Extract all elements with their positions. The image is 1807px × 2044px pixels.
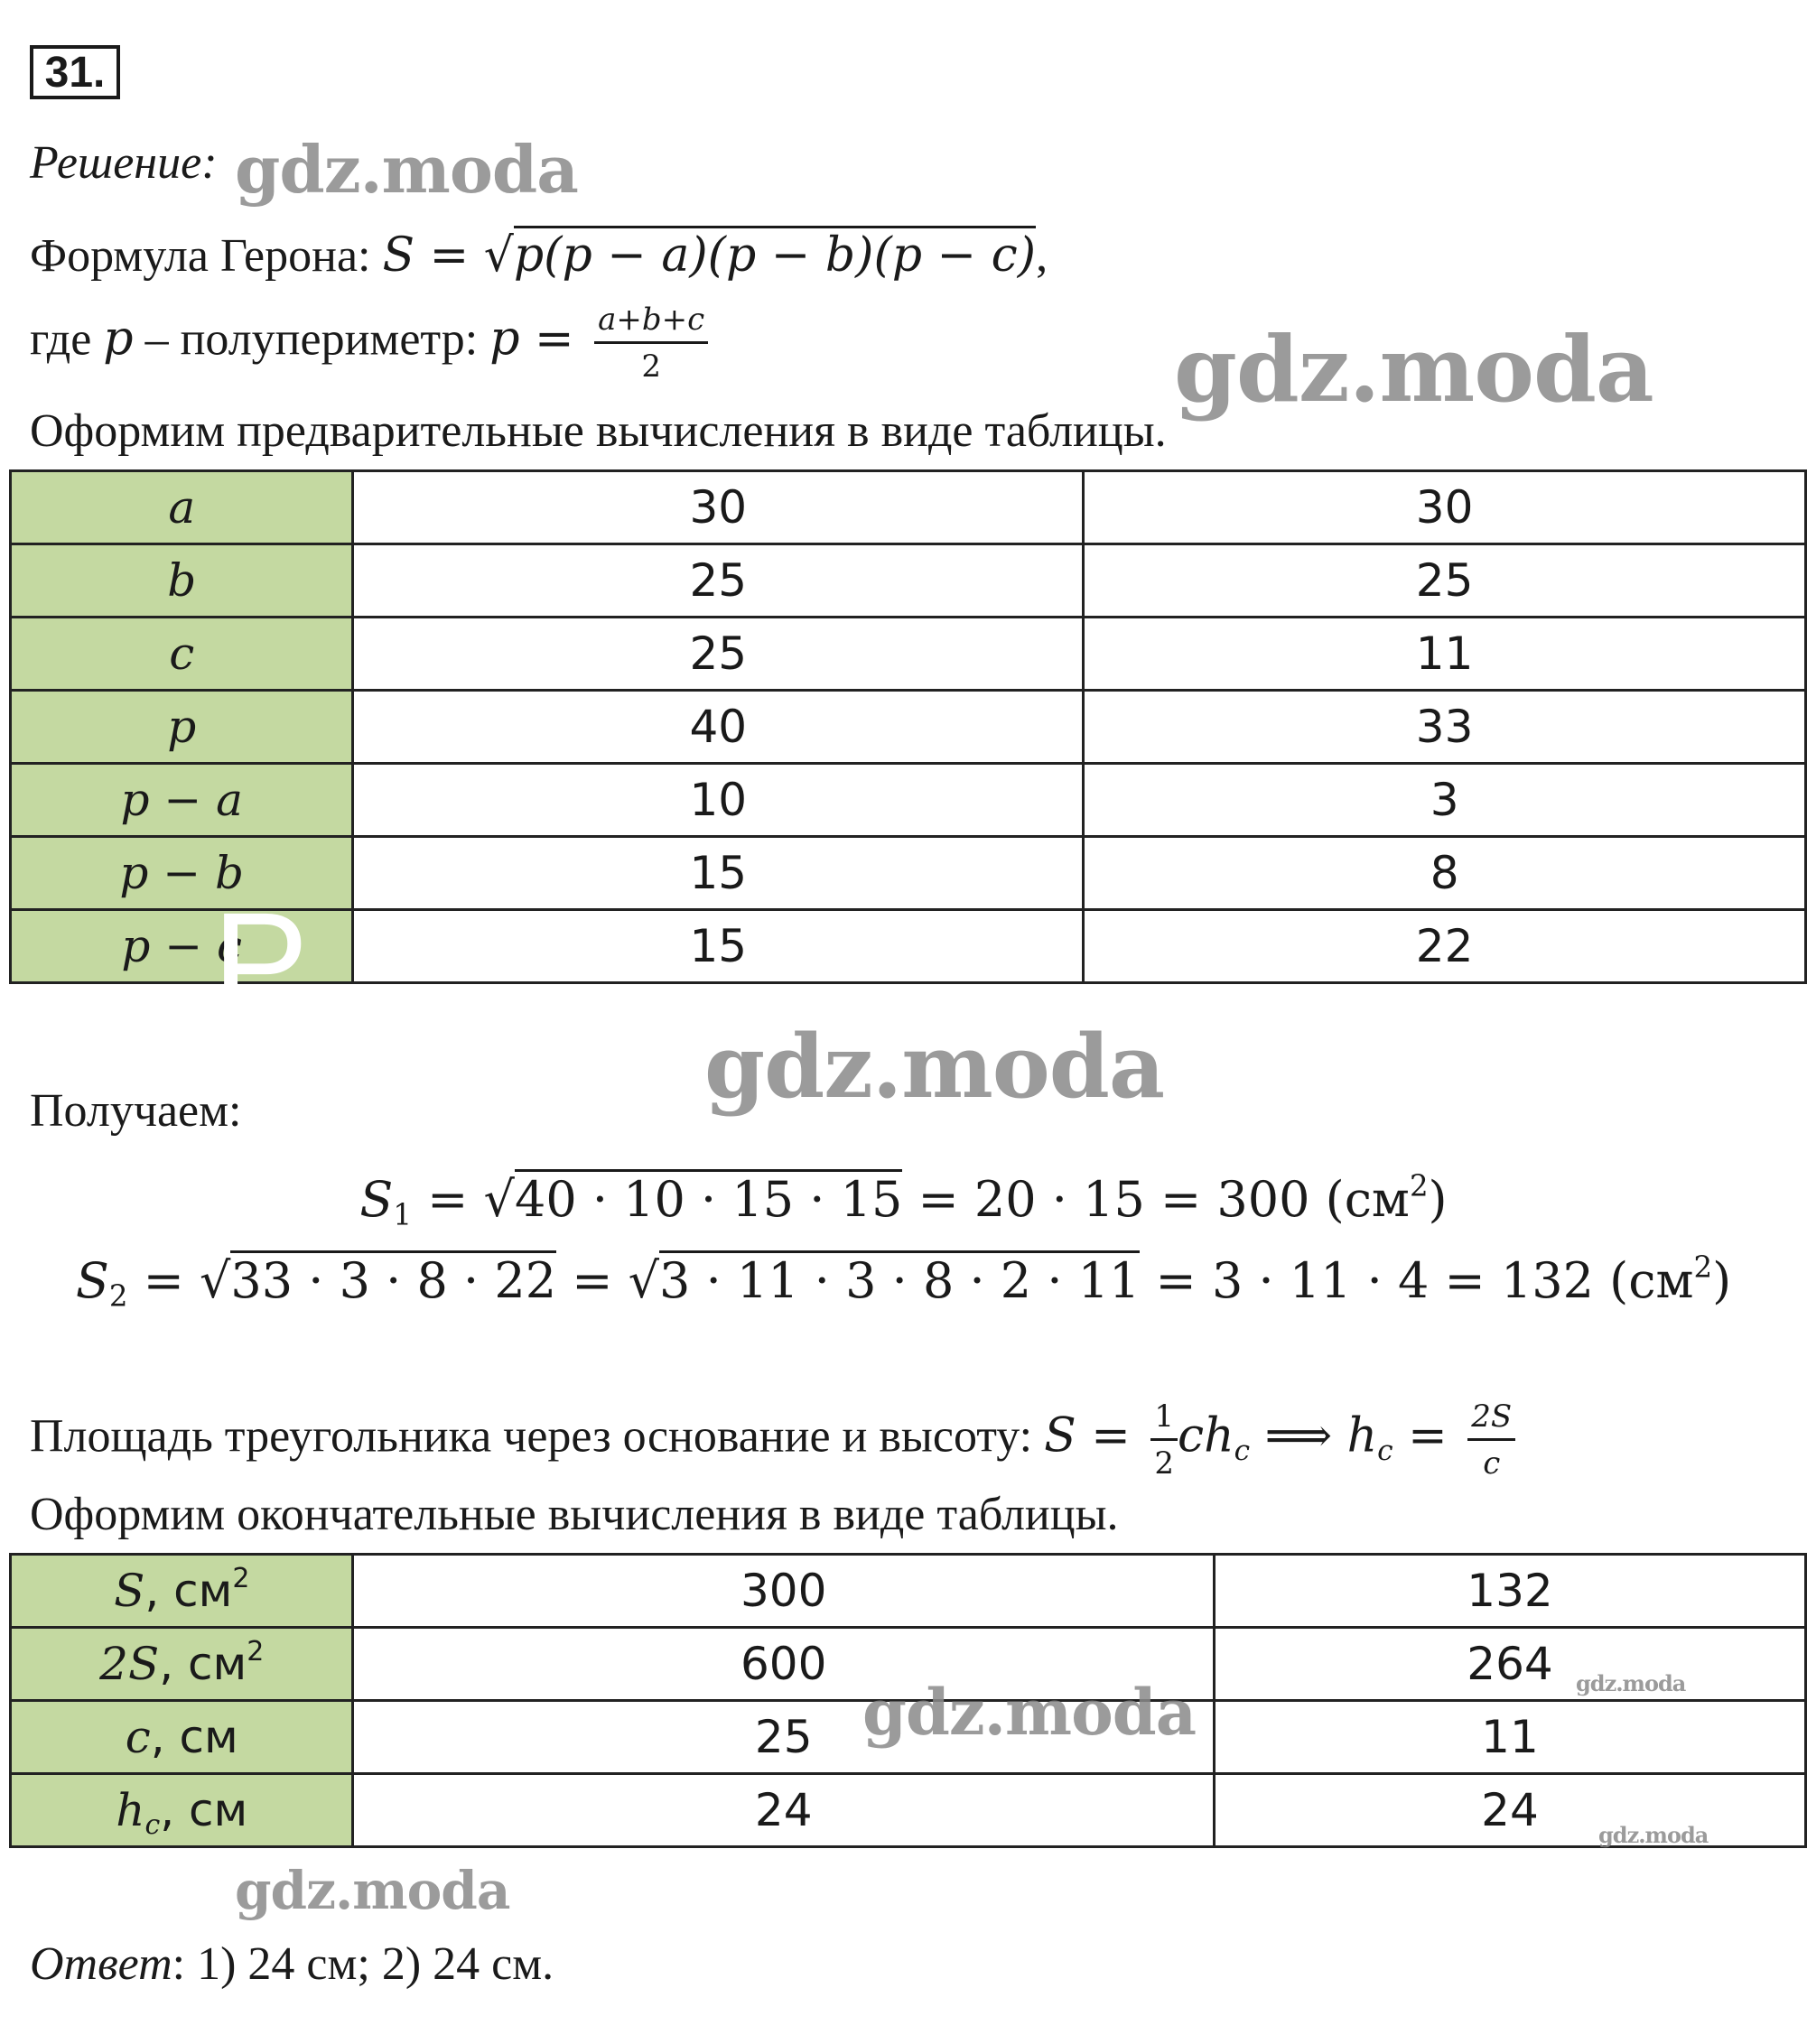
get-label: Получаем:	[30, 1085, 242, 1137]
answer-text: : 1) 24 см; 2) 24 см.	[172, 1938, 554, 1990]
final-label-unit: , см	[160, 1784, 248, 1836]
final-label-sup: 2	[247, 1636, 265, 1668]
table1-intro: Оформим предварительные вычисления в виде таблицы.	[30, 405, 1167, 457]
precalc-row	[11, 691, 1806, 764]
precalc-cell-triangle-1: 40	[353, 691, 1084, 764]
final-row-label	[11, 1628, 353, 1701]
precalc-row-label: b	[11, 544, 353, 618]
s2-sqrt-1: √33 · 3 · 8 · 22	[200, 1252, 557, 1309]
watermark-letter: P	[212, 882, 309, 1044]
precalc-row	[11, 471, 1806, 544]
area-frac2-num: 2S	[1467, 1399, 1515, 1441]
s1-radicand: 40 · 10 · 15 · 15	[514, 1171, 903, 1228]
watermark-6: gdz.moda	[1598, 1822, 1709, 1848]
precalc-cell-triangle-2: 3	[1084, 764, 1806, 837]
watermark-3: gdz.moda	[704, 1016, 1165, 1118]
final-label-var: h	[116, 1784, 145, 1836]
precalc-cell-triangle-1: 25	[353, 544, 1084, 618]
precalc-cell-triangle-2: 33	[1084, 691, 1806, 764]
semi-lhs: p =	[489, 311, 590, 367]
area-c-sub: c	[1234, 1434, 1251, 1467]
heron-lhs: S =	[382, 228, 484, 283]
watermark-7: gdz.moda	[235, 1860, 510, 1921]
final-cell-triangle-2: 132	[1214, 1555, 1805, 1628]
s2-sup: 2	[1693, 1250, 1713, 1285]
final-cell-triangle-2: 264	[1214, 1628, 1805, 1701]
final-label-unit: , см	[159, 1638, 247, 1690]
precalc-row	[11, 618, 1806, 691]
solution-label	[30, 137, 218, 189]
precalc-row	[11, 764, 1806, 837]
table2-intro: Оформим окончательные вычисления в виде таблицы.	[30, 1489, 1119, 1540]
precalc-row-label: a	[11, 471, 353, 544]
final-label-var: S	[114, 1565, 145, 1617]
area-fraction-2s	[1467, 1399, 1515, 1482]
final-cell-triangle-1: 600	[353, 1628, 1214, 1701]
final-cell-triangle-1: 25	[353, 1701, 1214, 1774]
final-cell-triangle-1: 24	[353, 1774, 1214, 1847]
s2-sqrt-2: √3 · 11 · 3 · 8 · 2 · 11	[628, 1252, 1141, 1309]
semi-fraction	[594, 302, 708, 385]
s1-eq: =	[411, 1171, 484, 1228]
precalc-cell-triangle-1: 10	[353, 764, 1084, 837]
final-row-label	[11, 1774, 353, 1847]
s2-radicand-2: 3 · 11 · 3 · 8 · 2 · 11	[659, 1252, 1141, 1309]
s2-equation	[0, 1250, 1807, 1314]
watermark-5: gdz.moda	[1576, 1670, 1686, 1696]
s1-lhs: S	[359, 1171, 394, 1228]
s2-radicand-1: 33 · 3 · 8 · 22	[230, 1252, 557, 1309]
precalc-row-label: p − b	[11, 837, 353, 910]
heron-radicand: p(p − a)(p − b)(p − c)	[514, 226, 1036, 279]
watermark-4: gdz.moda	[862, 1675, 1197, 1750]
semiperimeter-line	[30, 302, 708, 385]
area-ch: ch	[1177, 1408, 1234, 1463]
s2-rest: = 3 · 11 · 4 = 132 (см	[1140, 1252, 1694, 1309]
area-lhs: S =	[1044, 1408, 1146, 1463]
final-label-unit: , см	[150, 1711, 238, 1763]
precalc-row	[11, 544, 1806, 618]
precalc-cell-triangle-1: 15	[353, 837, 1084, 910]
semi-label: где	[30, 313, 104, 366]
final-row-label	[11, 1701, 353, 1774]
s1-rest: = 20 · 15 = 300 (см	[902, 1171, 1410, 1228]
area-rhs: =	[1393, 1408, 1463, 1463]
s1-close: )	[1428, 1171, 1448, 1228]
semi-text: – полупериметр:	[133, 313, 490, 366]
precalc-row-label: p − a	[11, 764, 353, 837]
s2-close: )	[1712, 1252, 1732, 1309]
s2-sub: 2	[108, 1278, 128, 1314]
s1-equation	[0, 1168, 1807, 1232]
precalc-cell-triangle-1: 15	[353, 910, 1084, 983]
s1-sub: 1	[393, 1197, 412, 1232]
answer-line	[30, 1938, 554, 1990]
precalc-cell-triangle-2: 8	[1084, 837, 1806, 910]
area-frac-num: 1	[1150, 1399, 1178, 1441]
precalc-row-label: p − c	[11, 910, 353, 983]
heron-tail: ,	[1036, 230, 1048, 282]
final-row	[11, 1555, 1806, 1628]
solution-word: Решение	[30, 137, 202, 189]
final-row	[11, 1774, 1806, 1847]
precalc-row-label: p	[11, 691, 353, 764]
final-label-sup: 2	[232, 1563, 250, 1594]
answer-label: Ответ	[30, 1938, 172, 1990]
area-fraction-half	[1150, 1399, 1178, 1482]
heron-label: Формула Герона:	[30, 230, 383, 282]
final-label-unit: , см	[144, 1565, 233, 1617]
s2-lhs: S	[75, 1252, 109, 1309]
final-row-label	[11, 1555, 353, 1628]
final-cell-triangle-2: 11	[1214, 1701, 1805, 1774]
s1-sqrt: √40 · 10 · 15 · 15	[483, 1171, 903, 1228]
semi-var: p	[103, 311, 134, 367]
s2-mid: =	[556, 1252, 629, 1309]
area-frac2-den: c	[1483, 1445, 1501, 1482]
precalc-row-label: c	[11, 618, 353, 691]
watermark-1: gdz.moda	[235, 131, 578, 208]
solution-colon: :	[201, 137, 218, 189]
area-label: Площадь треугольника через основание и высоту:	[30, 1410, 1045, 1463]
semi-frac-num: a+b+c	[594, 302, 708, 344]
s2-eq: =	[127, 1252, 200, 1309]
precalc-cell-triangle-2: 25	[1084, 544, 1806, 618]
semi-frac-den: 2	[641, 348, 661, 386]
precalc-cell-triangle-2: 22	[1084, 910, 1806, 983]
heron-formula-line	[30, 226, 1048, 283]
final-label-var: 2S	[99, 1638, 160, 1690]
watermark-2: gdz.moda	[1174, 316, 1653, 423]
area-arrow: ⟹ h	[1250, 1408, 1378, 1463]
precalc-cell-triangle-2: 11	[1084, 618, 1806, 691]
heron-sqrt: √p(p − a)(p − b)(p − c)	[484, 226, 1036, 279]
precalc-cell-triangle-1: 30	[353, 471, 1084, 544]
problem-number: 31.	[30, 45, 120, 99]
area-formula-line	[30, 1399, 1515, 1482]
s1-sup: 2	[1409, 1168, 1429, 1203]
final-cell-triangle-2: 24	[1214, 1774, 1805, 1847]
final-label-var: c	[125, 1711, 151, 1763]
final-label-sub: c	[144, 1809, 161, 1841]
area-c-sub-2: c	[1377, 1434, 1393, 1467]
precalc-cell-triangle-1: 25	[353, 618, 1084, 691]
precalc-cell-triangle-2: 30	[1084, 471, 1806, 544]
final-cell-triangle-1: 300	[353, 1555, 1214, 1628]
area-frac-den: 2	[1154, 1445, 1174, 1482]
